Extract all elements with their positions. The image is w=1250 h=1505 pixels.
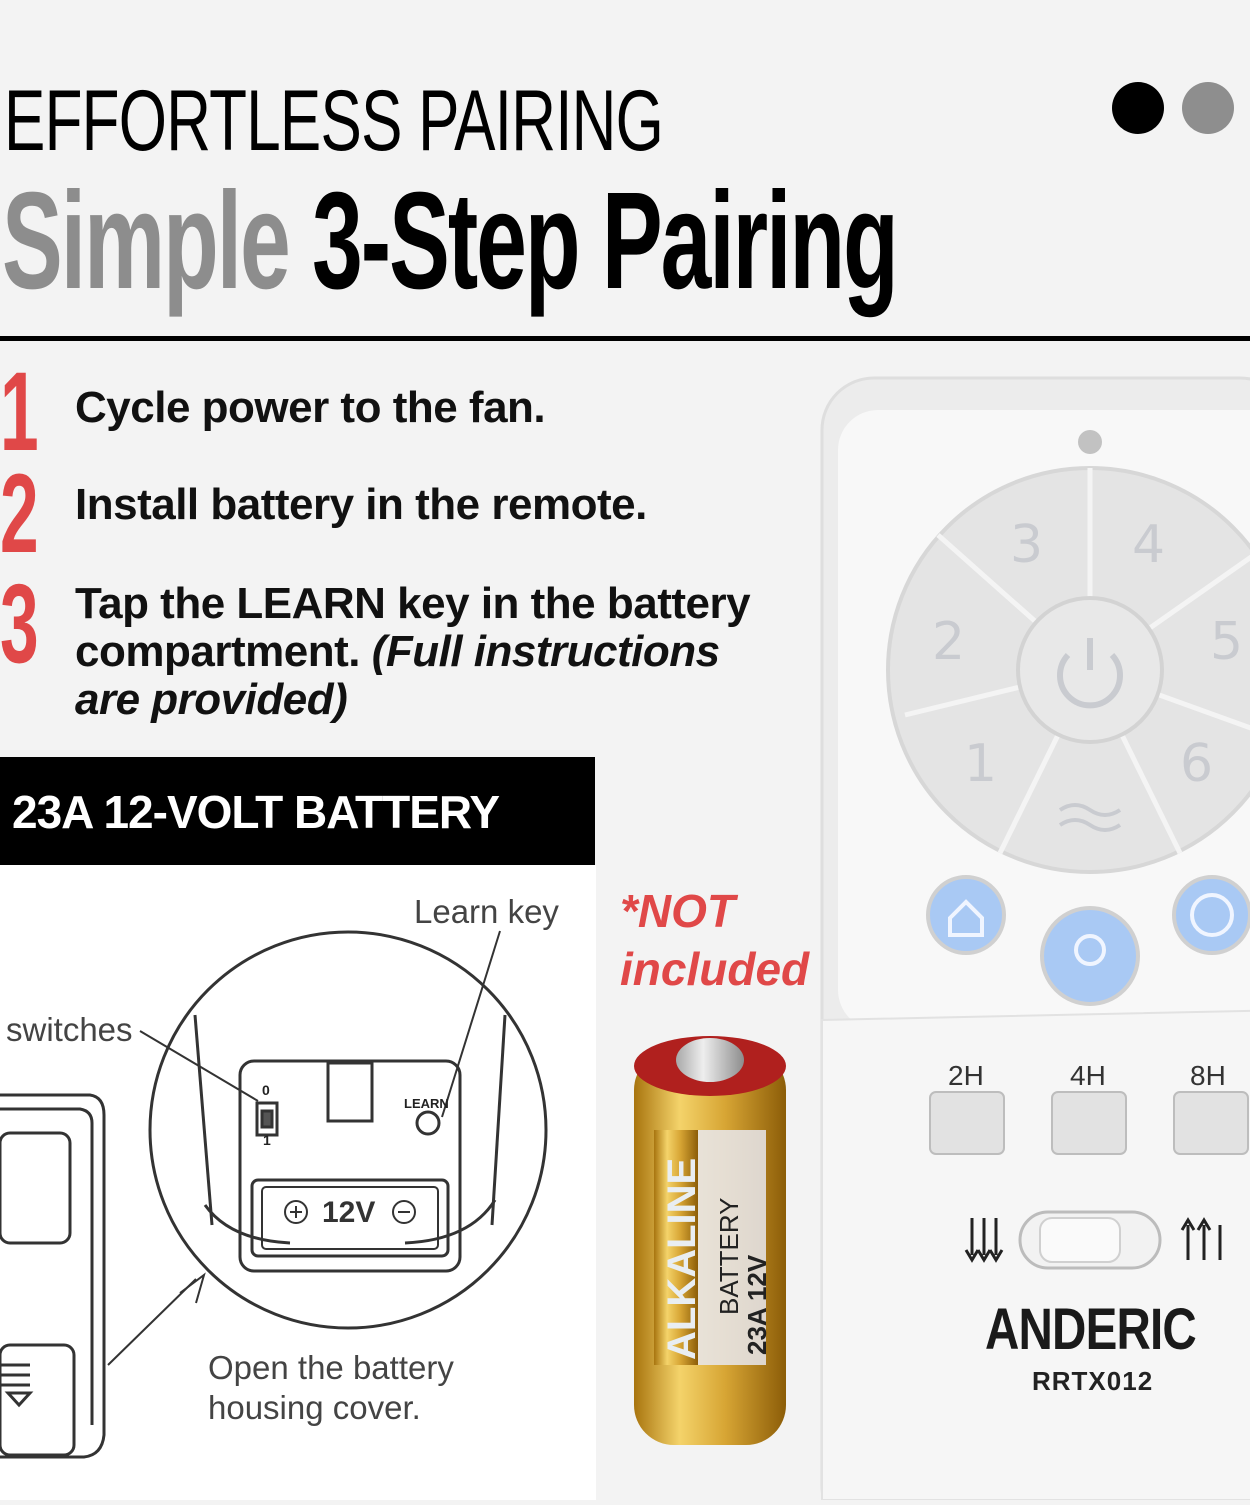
timer-8h-label[interactable]: 8H xyxy=(1190,1060,1226,1091)
step-2-text: Install battery in the remote. xyxy=(75,480,647,529)
voltage-label: 12V xyxy=(322,1196,376,1229)
switch-position-0: 0 xyxy=(262,1082,270,1098)
step-3-number: 3 xyxy=(0,561,39,686)
battery-label-text: BATTERY xyxy=(714,1197,744,1315)
speed-button-4[interactable]: 4 xyxy=(1132,515,1166,575)
headline-lead: Simple xyxy=(2,164,289,318)
open-cover-line-2: housing cover. xyxy=(208,1389,421,1426)
not-included-line-2: included xyxy=(620,943,810,995)
open-cover-line-1: Open the battery xyxy=(208,1349,454,1386)
step-1-number: 1 xyxy=(0,349,39,474)
page-title xyxy=(2,164,897,318)
remote-brand: ANDERIC xyxy=(985,1297,1196,1362)
switches-label: switches xyxy=(6,1011,133,1048)
eyebrow-heading: EFFORTLESS PAIRING xyxy=(4,73,664,169)
speed-button-5[interactable]: 5 xyxy=(1210,612,1244,672)
learn-tag: LEARN xyxy=(404,1096,449,1111)
step-3-instruction: Tap the LEARN key in the battery compartment. xyxy=(75,579,751,676)
speed-button-1[interactable]: 1 xyxy=(964,734,998,794)
timer-4h-label[interactable]: 4H xyxy=(1070,1060,1106,1091)
step-1-text: Cycle power to the fan. xyxy=(75,383,546,432)
switch-position-1: 1 xyxy=(263,1132,271,1148)
not-included-line-1: *NOT xyxy=(620,885,735,937)
learn-key-label: Learn key xyxy=(414,893,559,930)
battery-type-text: 23A 12V xyxy=(742,1254,772,1355)
speed-button-3[interactable]: 3 xyxy=(1010,515,1044,575)
timer-2h-label[interactable]: 2H xyxy=(948,1060,984,1091)
carousel-dot-active[interactable] xyxy=(1112,82,1164,134)
battery-brand-text: ALKALINE xyxy=(660,1157,704,1360)
speed-button-6[interactable]: 6 xyxy=(1180,734,1214,794)
speed-button-2[interactable]: 2 xyxy=(932,612,966,672)
remote-model: RRTX012 xyxy=(1032,1366,1154,1396)
carousel-dot-inactive[interactable] xyxy=(1182,82,1234,134)
step-2-number: 2 xyxy=(0,451,39,576)
headline-rest: 3-Step Pairing xyxy=(312,164,897,318)
header-divider xyxy=(0,336,1250,341)
battery-banner-text: 23A 12-VOLT BATTERY xyxy=(12,786,500,838)
step-3-note: (Full instructions are provided) xyxy=(75,627,720,724)
